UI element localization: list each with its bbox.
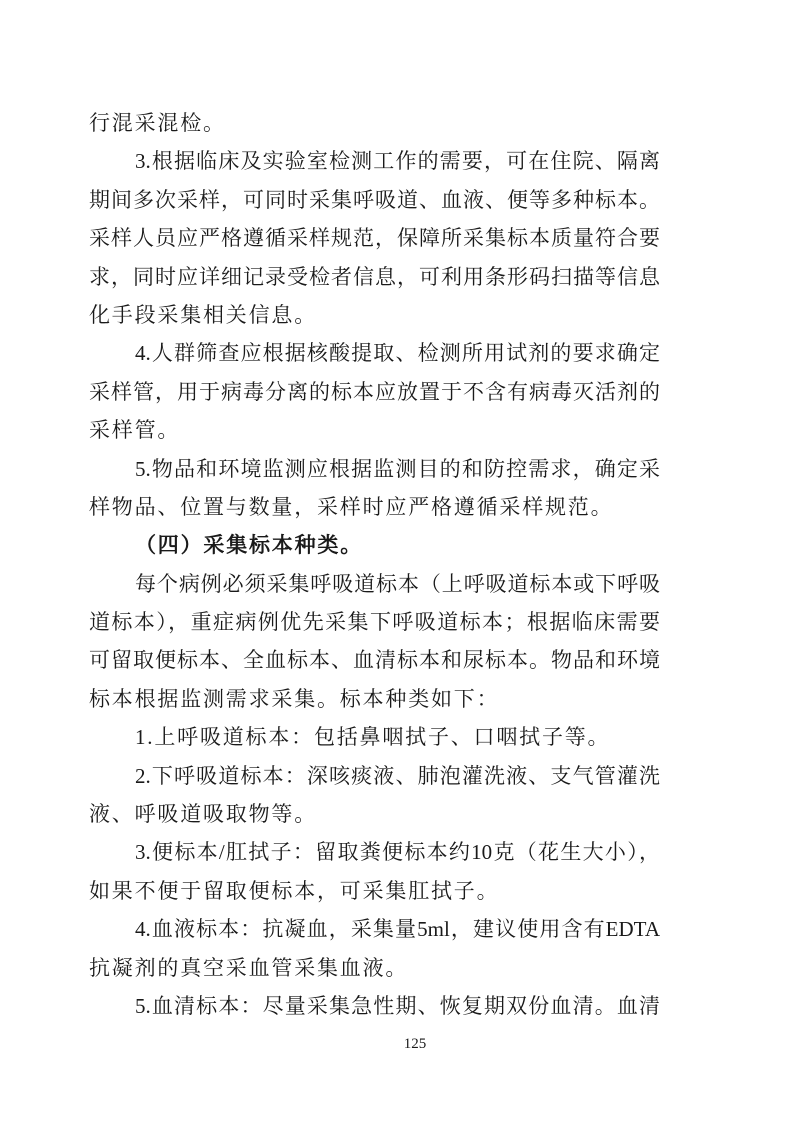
section-heading: （四）采集标本种类。 bbox=[135, 533, 363, 558]
text-line: 化手段采集相关信息。 bbox=[89, 302, 317, 327]
text-line: 3.根据临床及实验室检测工作的需要，可在住院、隔离 bbox=[135, 149, 660, 174]
body-text bbox=[89, 104, 660, 1025]
text-line: 求，同时应详细记录受检者信息，可利用条形码扫描等信息 bbox=[89, 264, 660, 289]
text-line: 1.上呼吸道标本：包括鼻咽拭子、口咽拭子等。 bbox=[135, 725, 611, 750]
text-line: 标本根据监测需求采集。标本种类如下： bbox=[89, 686, 500, 711]
text-line: 抗凝剂的真空采血管采集血液。 bbox=[89, 955, 409, 980]
text-line: 2.下呼吸道标本：深咳痰液、肺泡灌洗液、支气管灌洗 bbox=[135, 763, 660, 788]
text-line: 5.物品和环境监测应根据监测目的和防控需求，确定采 bbox=[135, 456, 660, 481]
text-line: 采样管。 bbox=[89, 418, 181, 443]
text-line: 液、呼吸道吸取物等。 bbox=[89, 802, 317, 827]
text-line: 道标本），重症病例优先采集下呼吸道标本；根据临床需要 bbox=[89, 610, 660, 635]
text-line: 3.便标本/肛拭子：留取粪便标本约10克（花生大小）， bbox=[135, 840, 660, 865]
page-number: 125 bbox=[403, 1036, 427, 1052]
text-line: 采样管，用于病毒分离的标本应放置于不含有病毒灭活剂的 bbox=[89, 379, 660, 404]
text-line: 如果不便于留取便标本，可采集肛拭子。 bbox=[89, 878, 500, 903]
text-line: 样物品、位置与数量，采样时应严格遵循采样规范。 bbox=[89, 494, 614, 519]
text-line: 每个病例必须采集呼吸道标本（上呼吸道标本或下呼吸 bbox=[135, 571, 660, 596]
text-line: 期间多次采样，可同时采集呼吸道、血液、便等多种标本。 bbox=[89, 187, 660, 212]
text-line: 可留取便标本、全血标本、血清标本和尿标本。物品和环境 bbox=[89, 648, 660, 673]
text-line: 采样人员应严格遵循采样规范，保障所采集标本质量符合要 bbox=[89, 226, 660, 251]
text-line: 行混采混检。 bbox=[89, 111, 226, 135]
text-line: 4.血液标本：抗凝血，采集量5ml，建议使用含有EDTA bbox=[135, 917, 660, 942]
text-line: 4.人群筛查应根据核酸提取、检测所用试剂的要求确定 bbox=[135, 341, 660, 366]
text-line: 5.血清标本：尽量采集急性期、恢复期双份血清。血清 bbox=[135, 993, 660, 1018]
